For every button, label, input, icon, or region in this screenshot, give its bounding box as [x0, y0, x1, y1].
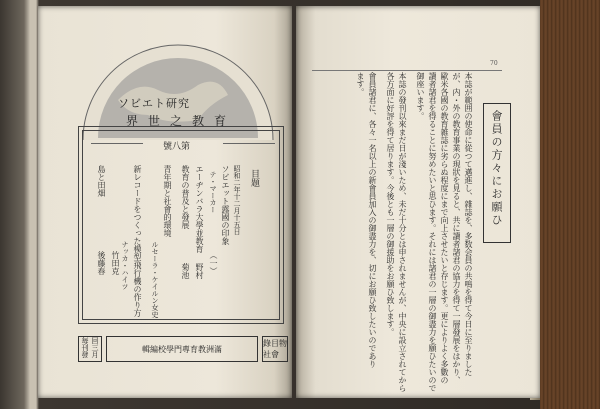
toc-item-author: ナッカ・ハイツ — [121, 241, 129, 290]
body-column: 歐米各國の教育雑誌に劣らぬ程度にまで向上させたいと存じます。更によりよく多數の — [440, 72, 449, 384]
advertisement-row — [78, 336, 288, 362]
ad-box: 錄目物社會 — [262, 336, 288, 362]
article-title-box — [483, 103, 511, 243]
body-column: ます。 — [356, 72, 365, 96]
toc-item-title: エーヂンバラ大學並教育 — [195, 165, 204, 253]
body-column: 會員諸君に、各々一名以上の新會員加入の御盡力を、切にお願ひ致したいのであり — [368, 72, 377, 368]
body-column: 御座います。 — [416, 72, 425, 120]
issue-label: 號八第 — [163, 142, 191, 152]
toc-inner-border — [82, 130, 280, 320]
article-title: 會員の方々にお願ひ — [490, 110, 503, 227]
ad-box: 輯編校學門專育教洲滿 — [106, 336, 258, 362]
toc-item-title: 教育の普及と發展 — [181, 165, 190, 229]
toc-item-author: 野村 — [195, 263, 204, 279]
toc-item-author: （一） — [209, 251, 218, 275]
body-column: 本誌が範囲の使命に從つて邁進し、雜誌を、多数会員の共鳴を得て今日に至りました — [464, 72, 473, 376]
table-of-contents — [78, 126, 284, 324]
body-column: が、内・外の教育事業の現狀を見ると、共に讀者諸君の協力を得て一層發展をはかり、 — [452, 72, 461, 384]
book-spine-edge — [540, 0, 600, 409]
body-column: 各方面に好評を得て居ります。今後とも一層の御援助をお願ひ致します。 — [386, 72, 395, 336]
toc-item-author: ルセーラ・ケイルン女史 — [151, 241, 159, 318]
toc-date: 昭和二年十二月十五日 — [233, 165, 241, 235]
toc-item-title: 青年期と社會的環境 — [163, 165, 172, 237]
toc-item-title: 新レコードをつくった模型飛行機の作り方 — [133, 165, 142, 317]
toc-header: 目題 — [249, 169, 259, 187]
toc-side-name: 竹田克 — [111, 251, 120, 275]
ad-box: 回三月毎刊發 — [78, 336, 102, 362]
magazine-arc-text: ソビエト研究 — [118, 97, 190, 110]
issue-rule-left — [91, 143, 143, 144]
header-rule — [312, 70, 502, 71]
issue-rule-right — [223, 143, 275, 144]
toc-item-author: 菊池 — [181, 263, 190, 279]
toc-item-title: 島と田畑 — [97, 165, 106, 197]
body-column: 本誌の發刊以來まだ日が淺いため、未だ十分とは申されませんが、中央に設立されてから — [398, 72, 407, 392]
page-number: 70 — [490, 60, 498, 67]
body-column: 讀者諸君を得ることに努めたいと思ひます。それには諸君の一層の御盡力を願ひたいので — [428, 72, 437, 392]
toc-item-author: 後藤春 — [97, 251, 106, 275]
toc-item-title: ソビエット露國の印象 — [221, 165, 230, 245]
toc-item-sub: テ・マーカー — [209, 171, 217, 213]
magazine-title: 界世之教育 — [126, 114, 237, 128]
